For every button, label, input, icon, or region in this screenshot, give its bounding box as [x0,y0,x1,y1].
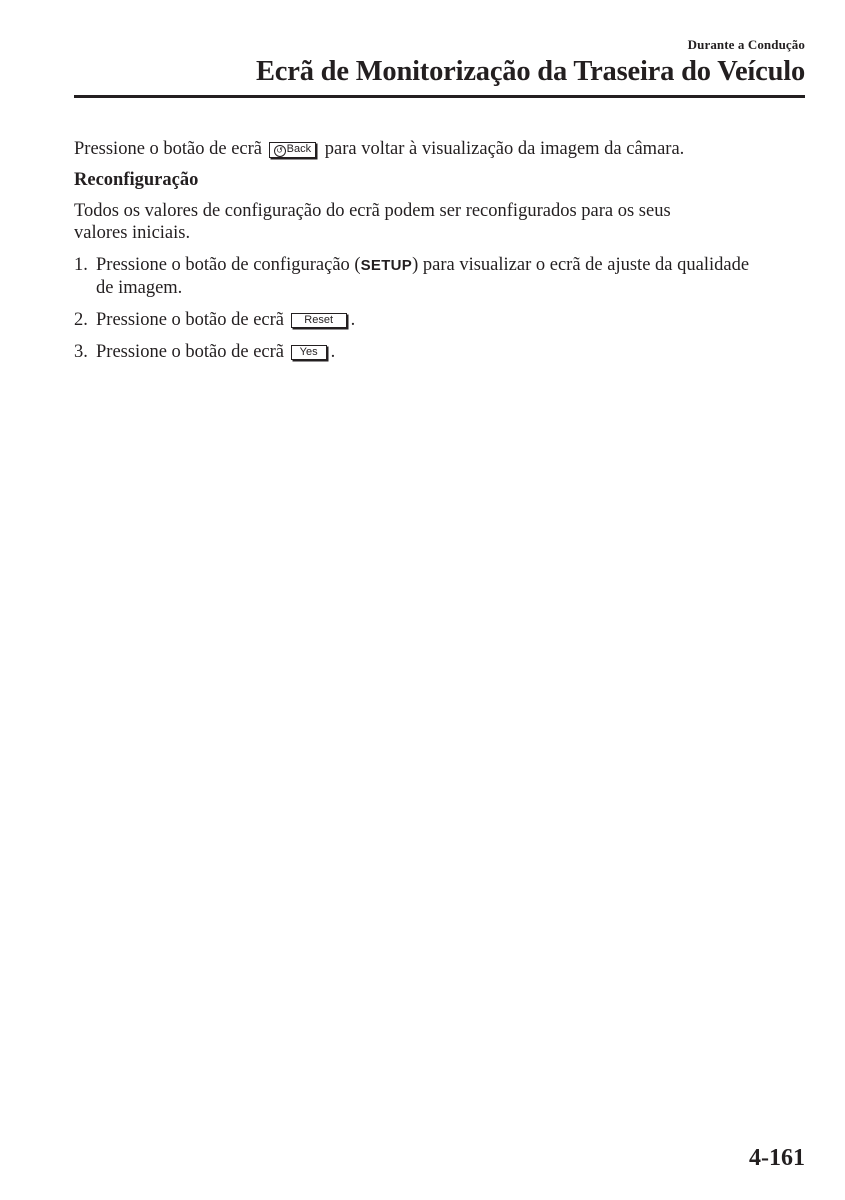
title-divider [74,95,805,98]
section-label: Durante a Condução [687,37,805,52]
step-item [74,309,809,331]
reset-description [74,200,809,244]
step-text-line2: de imagem. [96,278,183,298]
step-text-before: Pressione o botão de configuração ( [96,255,361,275]
reset-description-line1: Todos os valores de configuração do ecrã podem ser reconfigurados para os seus [74,201,671,221]
step-number: 1. [74,255,88,275]
steps-list [74,254,809,363]
intro-text-before: Pressione o botão de ecrã [74,139,263,159]
step-item [74,254,809,299]
page-number: 4-161 [749,1145,805,1171]
page-title: Ecrã de Monitorização da Traseira do Veículo [255,56,805,87]
back-arrow-icon: ↺ [274,145,286,157]
step-number: 2. [74,310,88,330]
step-text-after: . [330,342,336,362]
step-text-before: Pressione o botão de ecrã [96,342,285,362]
reset-description-line2: valores iniciais. [74,223,191,243]
step-text-after: . [350,310,356,330]
back-button-label: Back [286,143,312,155]
intro-text-after: para voltar à visualização da imagem da câmara. [324,139,685,159]
reset-screen-button: Reset [291,313,347,328]
intro-paragraph [74,138,809,160]
step-number: 3. [74,342,88,362]
setup-key-label: SETUP [360,257,413,274]
back-screen-button [269,142,316,158]
step-item [74,341,809,363]
yes-screen-button: Yes [291,345,327,360]
step-text-before: Pressione o botão de ecrã [96,310,285,330]
section-heading: Reconfiguração [74,170,199,190]
page-content [74,138,809,373]
step-text-after: ) para visualizar o ecrã de ajuste da qualidade [412,255,750,275]
